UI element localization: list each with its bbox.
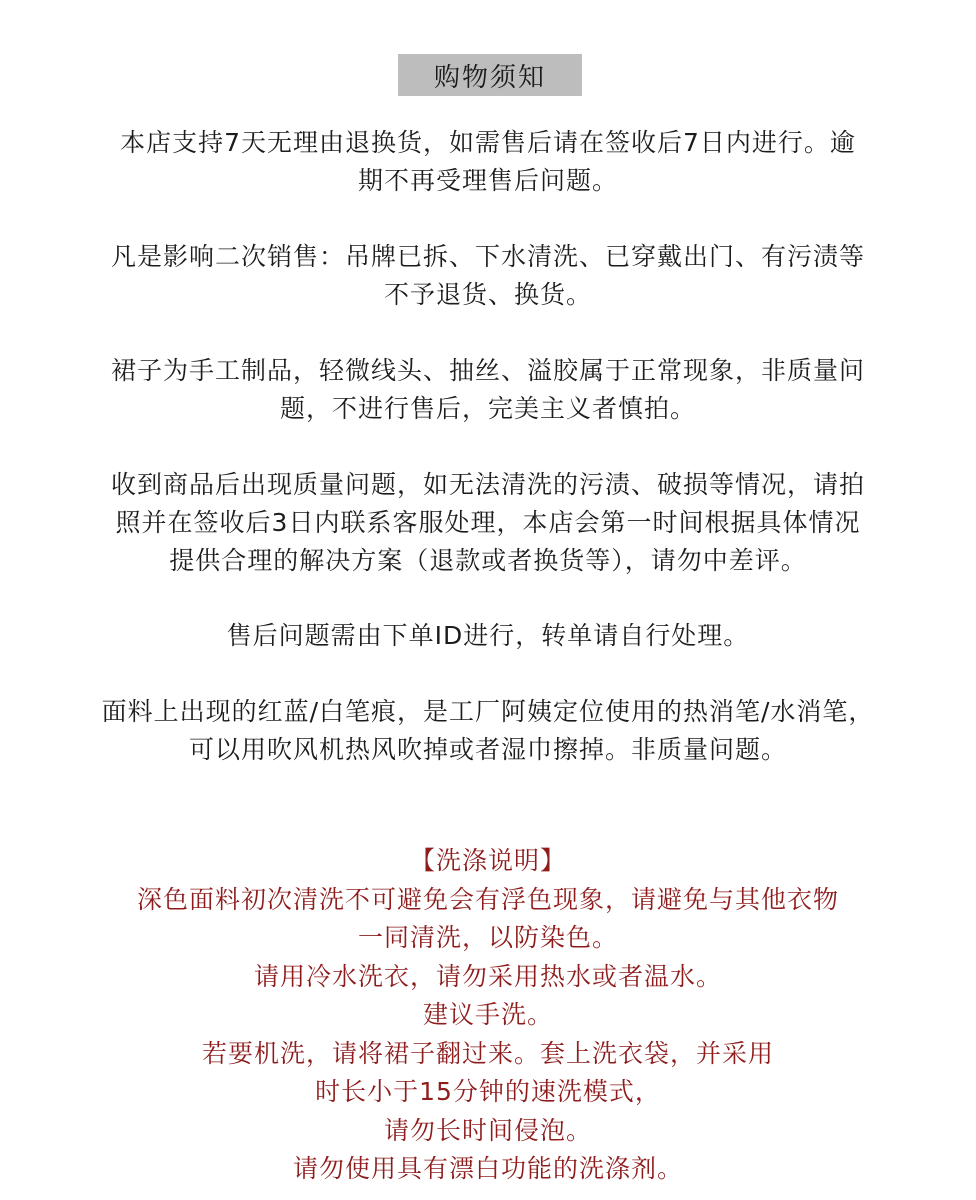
page-title bbox=[398, 54, 582, 96]
washing-line: 请用冷水洗衣，请勿采用热水或者温水。 bbox=[253, 961, 722, 991]
notice-line: 可以用吹风机热风吹掉或者湿巾擦掉。非质量问题。 bbox=[188, 735, 787, 764]
washing-line: 请勿长时间侵泡。 bbox=[383, 1115, 592, 1145]
washing-line: 若要机洗，请将裙子翻过来。套上洗衣袋，并采用 bbox=[201, 1038, 774, 1068]
notice-line: 本店支持7天无理由退换货，如需售后请在签收后7日内进行。逾 bbox=[120, 128, 856, 157]
notice-handmade bbox=[0, 352, 976, 428]
notice-return-policy bbox=[0, 124, 976, 200]
notice-quality-issue bbox=[0, 466, 976, 580]
washing-line: 深色面料初次清洗不可避免会有浮色现象，请避免与其他衣物 bbox=[136, 884, 839, 914]
notice-line: 提供合理的解决方案（退款或者换货等），请勿中差评。 bbox=[169, 546, 807, 575]
notice-line: 收到商品后出现质量问题，如无法清洗的污渍、破损等情况，请拍 bbox=[110, 470, 865, 499]
notice-line: 裙子为手工制品，轻微线头、抽丝、溢胶属于正常现象，非质量问 bbox=[110, 356, 865, 385]
notice-line: 题，不进行售后，完美主义者慎拍。 bbox=[279, 394, 696, 423]
notice-line: 面料上出现的红蓝/白笔痕，是工厂阿姨定位使用的热消笔/水消笔， bbox=[101, 697, 875, 726]
washing-line: 建议手洗。 bbox=[422, 1000, 553, 1029]
notice-line: 期不再受理售后问题。 bbox=[357, 166, 618, 195]
washing-line: 请勿使用具有漂白功能的洗涤剂。 bbox=[292, 1154, 683, 1183]
notice-line: 照并在签收后3日内联系客服处理，本店会第一时间根据具体情况 bbox=[115, 508, 861, 537]
notice-line: 售后问题需由下单ID进行，转单请自行处理。 bbox=[226, 621, 750, 650]
notice-order-id bbox=[0, 617, 976, 655]
page-title-text: 购物须知 bbox=[433, 62, 546, 93]
washing-instructions bbox=[0, 842, 976, 1189]
notice-line: 凡是影响二次销售：吊牌已拆、下水清洗、已穿戴出门、有污渍等 bbox=[110, 242, 865, 271]
notice-line: 不予退货、换货。 bbox=[383, 280, 592, 309]
notice-no-return-conditions bbox=[0, 238, 976, 314]
washing-line: 一同清洗，以防染色。 bbox=[357, 923, 618, 952]
washing-title: 【洗涤说明】 bbox=[409, 846, 566, 875]
notice-pen-marks bbox=[0, 693, 976, 769]
washing-line: 时长小于15分钟的速洗模式， bbox=[315, 1077, 661, 1106]
